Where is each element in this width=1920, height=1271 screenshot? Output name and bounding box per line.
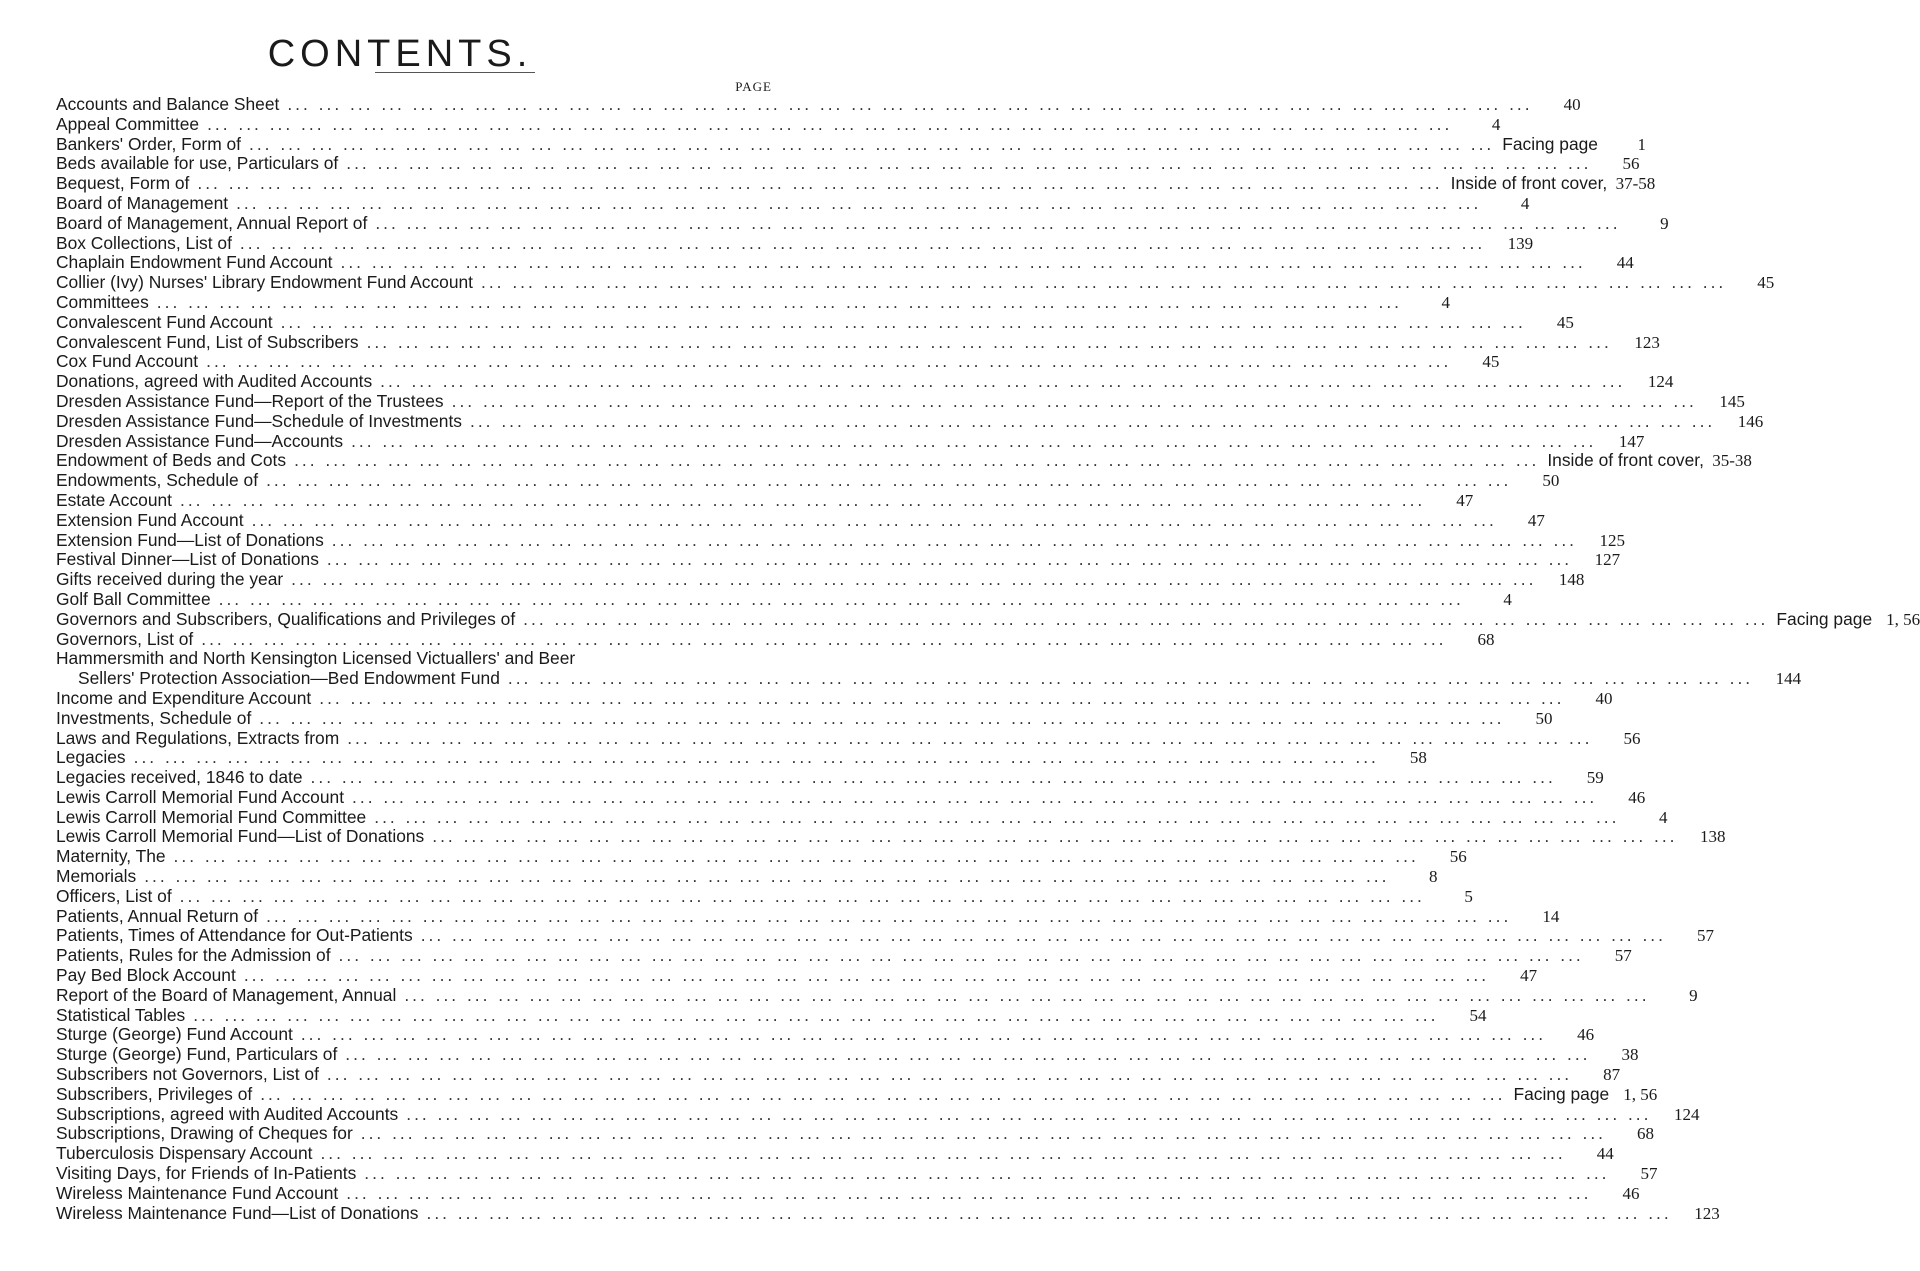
contents-entry bbox=[56, 113, 1501, 135]
leader-dots: ... ... ... ... ... ... ... ... ... ... ... ... ... ... ... ... ... ... ... ... ... ... ... ... ... ... ... ... ... ... ... ... ... ... ... ... ... ... ... ... bbox=[300, 1024, 1547, 1045]
leader-dots: ... ... ... ... ... ... ... ... ... ... ... ... ... ... ... ... ... ... ... ... ... ... ... ... ... ... ... ... ... ... ... ... ... ... ... ... ... ... ... ... bbox=[481, 272, 1727, 293]
entry-title: Estate Account bbox=[56, 489, 173, 510]
leader-dots: ... ... ... ... ... ... ... ... ... ... ... ... ... ... ... ... ... ... ... ... ... ... ... ... ... ... ... ... ... ... ... ... ... ... ... ... ... ... ... ... bbox=[326, 549, 1573, 570]
leader-dots: ... ... ... ... ... ... ... ... ... ... ... ... ... ... ... ... ... ... ... ... ... ... ... ... ... ... ... ... ... ... ... ... ... ... ... ... ... ... ... ... bbox=[294, 450, 1540, 471]
entry-title: Lewis Carroll Memorial Fund Account bbox=[56, 786, 345, 807]
entry-page-number: 57 bbox=[1614, 946, 1632, 966]
entry-page-number: 46 bbox=[1577, 1025, 1595, 1045]
entry-page-number: 47 bbox=[1520, 966, 1538, 986]
contents-entry bbox=[56, 509, 1545, 531]
leader-dots: ... ... ... ... ... ... ... ... ... ... ... ... ... ... ... ... ... ... ... ... ... ... ... ... ... ... ... ... ... ... ... ... ... ... ... ... ... ... ... ... bbox=[218, 588, 1464, 609]
entry-page-number: 5 bbox=[1464, 886, 1473, 906]
contents-entry bbox=[56, 1202, 1720, 1224]
entry-page-number: 138 bbox=[1700, 827, 1726, 847]
entry-title: Cox Fund Account bbox=[56, 351, 199, 372]
entry-page-number: 146 bbox=[1737, 411, 1764, 431]
entry-page-number: 56 bbox=[1449, 847, 1467, 867]
leader-dots: ... ... ... ... ... ... ... ... ... ... ... ... ... ... ... ... ... ... ... ... ... ... ... ... ... ... ... ... ... ... ... ... ... ... ... ... ... ... ... ... bbox=[280, 311, 1526, 332]
entry-note: Inside of front cover, bbox=[1450, 173, 1608, 194]
entry-page-number: 50 bbox=[1542, 471, 1560, 491]
leader-dots: ... ... ... ... ... ... ... ... ... ... ... ... ... ... ... ... ... ... ... ... ... ... ... ... ... ... ... ... ... ... ... ... ... ... ... ... ... ... ... ... bbox=[331, 529, 1578, 550]
contents-entry bbox=[56, 272, 1775, 293]
contents-entry bbox=[56, 430, 1645, 452]
entry-note: Inside of front cover, bbox=[1547, 450, 1704, 471]
entry-title: Governors and Subscribers, Qualifications and Privileges of bbox=[56, 608, 516, 629]
entry-title: Pay Bed Block Account bbox=[56, 965, 236, 986]
leader-dots: ... ... ... ... ... ... ... ... ... ... ... ... ... ... ... ... ... ... ... ... ... ... ... ... ... ... ... ... ... ... ... ... ... ... ... ... ... ... ... ... bbox=[179, 885, 1425, 906]
contents-entry bbox=[56, 628, 1495, 650]
entry-page-number: 40 bbox=[1595, 688, 1613, 708]
entry-page-number: 148 bbox=[1558, 570, 1585, 590]
entry-title: Lewis Carroll Memorial Fund Committee bbox=[56, 806, 367, 827]
contents-entry bbox=[56, 371, 1674, 392]
leader-dots: ... ... ... ... ... ... ... ... ... ... ... ... ... ... ... ... ... ... ... ... ... ... ... ... ... ... ... ... ... ... ... ... ... ... ... ... ... ... ... ... bbox=[251, 509, 1497, 530]
entry-page-number: 47 bbox=[1527, 510, 1545, 530]
entry-page-number: 40 bbox=[1563, 95, 1581, 114]
entry-page-number: 9 bbox=[1660, 213, 1669, 233]
entry-page-number: 44 bbox=[1596, 1144, 1614, 1164]
entry-title: Golf Ball Committee bbox=[56, 588, 211, 609]
entry-page-number: 9 bbox=[1689, 985, 1698, 1005]
contents-entry bbox=[56, 1083, 1658, 1105]
contents-entry bbox=[56, 965, 1538, 986]
entry-title: Statistical Tables bbox=[56, 1004, 186, 1025]
entry-page-number: 124 bbox=[1673, 1104, 1700, 1124]
contents-entry bbox=[56, 786, 1646, 808]
entry-title: Sellers' Protection Association—Bed Endowment Fund bbox=[78, 668, 500, 689]
contents-entry bbox=[56, 806, 1668, 828]
entry-page-number: 56 bbox=[1622, 154, 1640, 174]
entry-title: Bankers' Order, Form of bbox=[56, 133, 242, 154]
entry-page-number: 8 bbox=[1428, 867, 1438, 887]
leader-dots: ... ... ... ... ... ... ... ... ... ... ... ... ... ... ... ... ... ... ... ... ... ... ... ... ... ... ... ... ... ... ... ... ... ... ... ... ... ... ... ... bbox=[197, 173, 1443, 194]
contents-entry bbox=[56, 390, 1745, 412]
entry-page-number: 44 bbox=[1616, 253, 1634, 273]
leader-dots: ... ... ... ... ... ... ... ... ... ... ... ... ... ... ... ... ... ... ... ... ... ... ... ... ... ... ... ... ... ... ... ... ... ... ... ... ... ... ... ... bbox=[239, 232, 1486, 253]
contents-entry bbox=[56, 331, 1660, 353]
leader-dots: ... ... ... ... ... ... ... ... ... ... ... ... ... ... ... ... ... ... ... ... ... ... ... ... ... ... ... ... ... ... ... ... ... ... ... ... ... ... ... ... bbox=[243, 965, 1490, 986]
leader-dots: ... ... ... ... ... ... ... ... ... ... ... ... ... ... ... ... ... ... ... ... ... ... ... ... ... ... ... ... ... ... ... ... ... ... ... ... ... ... ... ... bbox=[236, 192, 1482, 213]
leader-dots: ... ... ... ... ... ... ... ... ... ... ... ... ... ... ... ... ... ... ... ... ... ... ... ... ... ... ... ... ... ... ... ... ... ... ... ... ... ... ... ... bbox=[207, 113, 1453, 134]
contents-entry bbox=[56, 549, 1621, 570]
leader-dots: ... ... ... ... ... ... ... ... ... ... ... ... ... ... ... ... ... ... ... ... ... ... ... ... ... ... ... ... ... ... ... ... ... ... ... ... ... ... ... ... bbox=[201, 628, 1447, 649]
entry-page-number: 144 bbox=[1775, 669, 1802, 689]
entry-page-number: 124 bbox=[1647, 372, 1674, 392]
entry-title: Sturge (George) Fund Account bbox=[56, 1024, 293, 1045]
contents-entry bbox=[56, 1163, 1658, 1184]
entry-page-number: 4 bbox=[1491, 114, 1501, 134]
contents-entry bbox=[56, 767, 1604, 788]
entry-title: Committees bbox=[56, 291, 149, 312]
entry-page-number: 145 bbox=[1719, 391, 1745, 411]
entry-title: Box Collections, List of bbox=[56, 232, 232, 253]
contents-entry bbox=[56, 450, 1752, 471]
entry-title: Extension Fund—List of Donations bbox=[56, 529, 324, 550]
contents-entry bbox=[56, 410, 1764, 432]
contents-entry bbox=[56, 846, 1467, 867]
entry-page-number: 68 bbox=[1637, 1124, 1655, 1144]
leader-dots: ... ... ... ... ... ... ... ... ... ... ... ... ... ... ... ... ... ... ... ... ... ... ... ... ... ... ... ... ... ... ... ... ... ... ... ... ... ... ... ... bbox=[338, 945, 1584, 966]
leader-dots: ... ... ... ... ... ... ... ... ... ... ... ... ... ... ... ... ... ... ... ... ... ... ... ... ... ... ... ... ... ... ... ... ... ... ... ... ... ... ... ... bbox=[310, 767, 1556, 788]
leader-dots: ... ... ... ... ... ... ... ... ... ... ... ... ... ... ... ... ... ... ... ... ... ... ... ... ... ... ... ... ... ... ... ... ... ... ... ... ... ... ... ... bbox=[470, 410, 1716, 431]
entry-page-number: 125 bbox=[1599, 530, 1626, 550]
leader-dots: ... ... ... ... ... ... ... ... ... ... ... ... ... ... ... ... ... ... ... ... ... ... ... ... ... ... ... ... ... ... ... ... ... ... ... ... ... ... ... ... bbox=[326, 1064, 1573, 1085]
contents-entry bbox=[56, 727, 1641, 749]
entry-title: Investments, Schedule of bbox=[56, 707, 252, 728]
entry-page-number: 45 bbox=[1757, 273, 1775, 293]
entry-title: Memorials bbox=[56, 866, 137, 887]
entry-title: Festival Dinner—List of Donations bbox=[56, 549, 319, 570]
entry-note: Facing page bbox=[1513, 1083, 1610, 1104]
contents-entry bbox=[56, 470, 1560, 491]
entry-title: Patients, Annual Return of bbox=[56, 905, 259, 926]
entry-page-number: 57 bbox=[1640, 1164, 1658, 1184]
entry-page-number: 123 bbox=[1634, 332, 1660, 352]
entry-title: Visiting Days, for Friends of In-Patients bbox=[56, 1163, 357, 1184]
entry-title: Chaplain Endowment Fund Account bbox=[56, 252, 333, 273]
leader-dots: ... ... ... ... ... ... ... ... ... ... ... ... ... ... ... ... ... ... ... ... ... ... ... ... ... ... ... ... ... ... ... ... ... ... ... ... ... ... ... ... bbox=[193, 1004, 1439, 1025]
entry-page-number: 139 bbox=[1507, 233, 1534, 253]
entry-page-number: 1, 56 bbox=[1886, 609, 1920, 629]
entry-title: Lewis Carroll Memorial Fund—List of Donations bbox=[56, 826, 425, 847]
leader-dots: ... ... ... ... ... ... ... ... ... ... ... ... ... ... ... ... ... ... ... ... ... ... ... ... ... ... ... ... ... ... ... ... ... ... ... ... ... ... ... ... bbox=[340, 252, 1586, 273]
leader-dots: ... ... ... ... ... ... ... ... ... ... ... ... ... ... ... ... ... ... ... ... ... ... ... ... ... ... ... ... ... ... ... ... ... ... ... ... ... ... ... ... bbox=[266, 905, 1512, 926]
leader-dots: ... ... ... ... ... ... ... ... ... ... ... ... ... ... ... ... ... ... ... ... ... ... ... ... ... ... ... ... ... ... ... ... ... ... ... ... ... ... ... ... bbox=[346, 1182, 1592, 1203]
entry-title: Dresden Assistance Fund—Accounts bbox=[56, 430, 344, 451]
leader-dots: ... ... ... ... ... ... ... ... ... ... ... ... ... ... ... ... ... ... ... ... ... ... ... ... ... ... ... ... ... ... ... ... ... ... ... ... ... ... ... ... bbox=[346, 153, 1592, 174]
entry-page-number: 45 bbox=[1482, 352, 1500, 372]
leader-dots: ... ... ... ... ... ... ... ... ... ... ... ... ... ... ... ... ... ... ... ... ... ... ... ... ... ... ... ... ... ... ... ... ... ... ... ... ... ... ... ... bbox=[133, 747, 1379, 768]
entry-page-number: 87 bbox=[1603, 1065, 1621, 1085]
contents-entry bbox=[56, 588, 1512, 610]
title-divider bbox=[375, 72, 535, 73]
contents-entry bbox=[56, 649, 776, 669]
contents-entry bbox=[56, 489, 1474, 511]
contents-entry bbox=[56, 885, 1473, 907]
leader-dots: ... ... ... ... ... ... ... ... ... ... ... ... ... ... ... ... ... ... ... ... ... ... ... ... ... ... ... ... ... ... ... ... ... ... ... ... ... ... ... ... bbox=[360, 1123, 1607, 1144]
entry-page-number: 46 bbox=[1628, 787, 1646, 807]
entry-title: Convalescent Fund Account bbox=[56, 311, 273, 332]
entry-page-number: 35-38 bbox=[1712, 451, 1752, 471]
contents-entry bbox=[56, 1024, 1595, 1045]
entry-note: Facing page bbox=[1502, 133, 1598, 154]
leader-dots: ... ... ... ... ... ... ... ... ... ... ... ... ... ... ... ... ... ... ... ... ... ... ... ... ... ... ... ... ... ... ... ... ... ... ... ... ... ... ... ... bbox=[426, 1202, 1672, 1223]
contents-entry bbox=[56, 232, 1534, 254]
contents-entry bbox=[56, 826, 1726, 847]
entry-title: Governors, List of bbox=[56, 628, 194, 649]
leader-dots: ... ... ... ... ... ... ... ... ... ... ... ... ... ... ... ... ... ... ... ... ... ... ... ... ... ... ... ... ... ... ... ... ... ... ... ... ... ... ... ... bbox=[366, 331, 1612, 352]
contents-entry bbox=[56, 925, 1714, 946]
entry-title: Board of Management bbox=[56, 192, 229, 213]
entry-title: Legacies received, 1846 to date bbox=[56, 767, 303, 788]
contents-entry bbox=[56, 687, 1613, 709]
entry-title: Legacies bbox=[56, 747, 126, 768]
contents-entry bbox=[56, 192, 1530, 214]
leader-dots: ... ... ... ... ... ... ... ... ... ... ... ... ... ... ... ... ... ... ... ... ... ... ... ... ... ... ... ... ... ... ... ... ... ... ... ... ... ... ... ... bbox=[380, 371, 1626, 392]
entry-title: Maternity, The bbox=[56, 846, 166, 867]
entry-title: Tuberculosis Dispensary Account bbox=[56, 1143, 313, 1164]
entry-page-number: 54 bbox=[1469, 1005, 1487, 1025]
contents-entry bbox=[56, 133, 1646, 155]
leader-dots: ... ... ... ... ... ... ... ... ... ... ... ... ... ... ... ... ... ... ... ... ... ... ... ... ... ... ... ... ... ... ... ... ... ... ... ... ... ... ... ... bbox=[266, 470, 1512, 491]
entry-title: Appeal Committee bbox=[56, 113, 200, 134]
entry-title: Beds available for use, Particulars of bbox=[56, 153, 339, 174]
page-column-header: PAGE bbox=[735, 79, 772, 94]
entry-page-number: 47 bbox=[1456, 490, 1474, 510]
leader-dots: ... ... ... ... ... ... ... ... ... ... ... ... ... ... ... ... ... ... ... ... ... ... ... ... ... ... ... ... ... ... ... ... ... ... ... ... ... ... ... ... bbox=[352, 786, 1598, 807]
leader-dots: ... ... ... ... ... ... ... ... ... ... ... ... ... ... ... ... ... ... ... ... ... ... ... ... ... ... ... ... ... ... ... ... ... ... ... ... ... ... ... ... bbox=[523, 608, 1769, 629]
entry-title: Gifts received during the year bbox=[56, 569, 284, 590]
entry-note: Facing page bbox=[1776, 608, 1873, 629]
entry-title: Income and Expenditure Account bbox=[56, 687, 312, 708]
entry-page-number: 38 bbox=[1621, 1045, 1639, 1065]
entry-title: Board of Management, Annual Report of bbox=[56, 212, 368, 233]
entry-page-number: 45 bbox=[1556, 312, 1574, 332]
entry-page-number: 1 bbox=[1637, 134, 1646, 154]
contents-entry bbox=[56, 252, 1634, 273]
leader-dots: ... ... ... ... ... ... ... ... ... ... ... ... ... ... ... ... ... ... ... ... ... ... ... ... ... ... ... ... ... ... ... ... ... ... ... ... ... ... ... ... bbox=[345, 1044, 1591, 1065]
leader-dots: ... ... ... ... ... ... ... ... ... ... ... ... ... ... ... ... ... ... ... ... ... ... ... ... ... ... ... ... ... ... ... ... ... ... ... ... ... ... ... ... bbox=[451, 390, 1697, 411]
leader-dots: ... ... ... ... ... ... ... ... ... ... ... ... ... ... ... ... ... ... ... ... ... ... ... ... ... ... ... ... ... ... ... ... ... ... ... ... ... ... ... ... bbox=[287, 94, 1533, 114]
leader-dots: ... ... ... ... ... ... ... ... ... ... ... ... ... ... ... ... ... ... ... ... ... ... ... ... ... ... ... ... ... ... ... ... ... ... ... ... ... ... ... ... bbox=[375, 212, 1621, 233]
entry-title: Subscriptions, Drawing of Cheques for bbox=[56, 1123, 353, 1144]
contents-entry bbox=[56, 212, 1669, 234]
entry-title: Report of the Board of Management, Annual bbox=[56, 984, 397, 1005]
leader-dots: ... ... ... ... ... ... ... ... ... ... ... ... ... ... ... ... ... ... ... ... ... ... ... ... ... ... ... ... ... ... ... ... ... ... ... ... ... ... ... ... bbox=[259, 707, 1505, 728]
leader-dots: ... ... ... ... ... ... ... ... ... ... ... ... ... ... ... ... ... ... ... ... ... ... ... ... ... ... ... ... ... ... ... ... ... ... ... ... ... ... ... ... bbox=[347, 727, 1593, 748]
contents-entry bbox=[56, 905, 1560, 927]
entry-title: Hammersmith and North Kensington Licensed Victuallers' and Beer bbox=[56, 648, 576, 669]
contents-entry bbox=[56, 1143, 1614, 1164]
entry-title: Bequest, Form of bbox=[56, 173, 190, 194]
entry-page-number: 4 bbox=[1520, 193, 1530, 213]
leader-dots: ... ... ... ... ... ... ... ... ... ... ... ... ... ... ... ... ... ... ... ... ... ... ... ... ... ... ... ... ... ... ... ... ... ... ... ... ... ... ... ... bbox=[507, 668, 1754, 689]
leader-dots: ... ... ... ... ... ... ... ... ... ... ... ... ... ... ... ... ... ... ... ... ... ... ... ... ... ... ... ... ... ... ... ... ... ... ... ... ... ... ... ... bbox=[206, 351, 1452, 372]
contents-entry bbox=[56, 668, 1802, 689]
entry-page-number: 4 bbox=[1441, 292, 1451, 312]
leader-dots: ... ... ... ... ... ... ... ... ... ... ... ... ... ... ... ... ... ... ... ... ... ... ... ... ... ... ... ... ... ... ... ... ... ... ... ... ... ... ... ... bbox=[364, 1163, 1610, 1184]
entry-page-number: 123 bbox=[1694, 1203, 1720, 1223]
leader-dots: ... ... ... ... ... ... ... ... ... ... ... ... ... ... ... ... ... ... ... ... ... ... ... ... ... ... ... ... ... ... ... ... ... ... ... ... ... ... ... ... bbox=[249, 133, 1495, 154]
leader-dots: ... ... ... ... ... ... ... ... ... ... ... ... ... ... ... ... ... ... ... ... ... ... ... ... ... ... ... ... ... ... ... ... ... ... ... ... ... ... ... ... bbox=[319, 687, 1565, 708]
entry-title: Subscribers not Governors, List of bbox=[56, 1064, 319, 1085]
contents-entry bbox=[56, 569, 1585, 590]
leader-dots: ... ... ... ... ... ... ... ... ... ... ... ... ... ... ... ... ... ... ... ... ... ... ... ... ... ... ... ... ... ... ... ... ... ... ... ... ... ... ... ... bbox=[260, 1083, 1506, 1104]
contents-entry bbox=[56, 1103, 1700, 1125]
entry-title: Extension Fund Account bbox=[56, 509, 244, 530]
page-title: CONTENTS. bbox=[267, 33, 533, 76]
entry-page-number: 14 bbox=[1542, 906, 1560, 926]
entry-page-number: 57 bbox=[1696, 926, 1714, 946]
entry-page-number: 4 bbox=[1503, 589, 1512, 609]
leader-dots: ... ... ... ... ... ... ... ... ... ... ... ... ... ... ... ... ... ... ... ... ... ... ... ... ... ... ... ... ... ... ... ... ... ... ... ... ... ... ... ... bbox=[406, 1103, 1652, 1124]
entry-page-number: 37-58 bbox=[1615, 174, 1656, 194]
leader-dots: ... ... ... ... ... ... ... ... ... ... ... ... ... ... ... ... ... ... ... ... ... ... ... ... ... ... ... ... ... ... ... ... ... ... ... ... ... ... ... ... bbox=[320, 1143, 1566, 1164]
entry-page-number: 50 bbox=[1535, 708, 1553, 728]
leader-dots: ... ... ... ... ... ... ... ... ... ... ... ... ... ... ... ... ... ... ... ... ... ... ... ... ... ... ... ... ... ... ... ... ... ... ... ... ... ... ... ... bbox=[291, 569, 1537, 590]
entry-title: Subscribers, Privileges of bbox=[56, 1083, 253, 1104]
entry-page-number: 46 bbox=[1622, 1183, 1640, 1203]
entry-title: Laws and Regulations, Extracts from bbox=[56, 727, 340, 748]
contents-entry bbox=[56, 94, 1581, 115]
contents-entry bbox=[56, 866, 1438, 887]
entry-title: Patients, Rules for the Admission of bbox=[56, 945, 331, 966]
entry-title: Patients, Times of Attendance for Out-Patients bbox=[56, 925, 413, 946]
leader-dots: ... ... ... ... ... ... ... ... ... ... ... ... ... ... ... ... ... ... ... ... ... ... ... ... ... ... ... ... ... ... ... ... ... ... ... ... ... ... ... ... bbox=[432, 826, 1678, 847]
entry-title: Subscriptions, agreed with Audited Accounts bbox=[56, 1103, 399, 1124]
entry-title: Convalescent Fund, List of Subscribers bbox=[56, 331, 359, 352]
contents-entry bbox=[56, 1064, 1621, 1085]
contents-entry bbox=[56, 529, 1626, 551]
contents-entry bbox=[56, 173, 1656, 194]
leader-dots: ... ... ... ... ... ... ... ... ... ... ... ... ... ... ... ... ... ... ... ... ... ... ... ... ... ... ... ... ... ... ... ... ... ... ... ... ... ... ... ... bbox=[156, 291, 1403, 312]
entry-page-number: 58 bbox=[1409, 748, 1427, 768]
contents-list bbox=[56, 94, 1920, 1223]
leader-dots: ... ... ... ... ... ... ... ... ... ... ... ... ... ... ... ... ... ... ... ... ... ... ... ... ... ... ... ... ... ... ... ... ... ... ... ... ... ... ... ... bbox=[173, 846, 1419, 867]
contents-entry bbox=[56, 984, 1698, 1006]
entry-page-number: 56 bbox=[1623, 728, 1641, 748]
contents-entry bbox=[56, 608, 1920, 630]
entry-page-number: 1, 56 bbox=[1623, 1084, 1658, 1104]
contents-entry bbox=[56, 1123, 1655, 1144]
entry-title: Endowment of Beds and Cots bbox=[56, 450, 287, 471]
leader-dots: ... ... ... ... ... ... ... ... ... ... ... ... ... ... ... ... ... ... ... ... ... ... ... ... ... ... ... ... ... ... ... ... ... ... ... ... ... ... ... ... bbox=[374, 806, 1620, 827]
entry-page-number: 4 bbox=[1658, 807, 1668, 827]
entry-title: Endowments, Schedule of bbox=[56, 470, 259, 491]
leader-dots: ... ... ... ... ... ... ... ... ... ... ... ... ... ... ... ... ... ... ... ... ... ... ... ... ... ... ... ... ... ... ... ... ... ... ... ... ... ... ... ... bbox=[404, 984, 1650, 1005]
leader-dots: ... ... ... ... ... ... ... ... ... ... ... ... ... ... ... ... ... ... ... ... ... ... ... ... ... ... ... ... ... ... ... ... ... ... ... ... ... ... ... ... bbox=[180, 489, 1426, 510]
contents-entry bbox=[56, 153, 1640, 174]
contents-entry bbox=[56, 945, 1632, 966]
contents-entry bbox=[56, 291, 1451, 313]
contents-entry bbox=[56, 1004, 1487, 1026]
entry-title: Wireless Maintenance Fund—List of Donations bbox=[56, 1202, 419, 1223]
entry-page-number: 147 bbox=[1618, 431, 1645, 451]
entry-page-number: 127 bbox=[1594, 550, 1621, 570]
entry-page-number: 68 bbox=[1477, 629, 1495, 649]
entry-title: Wireless Maintenance Fund Account bbox=[56, 1182, 339, 1203]
entry-title: Dresden Assistance Fund—Report of the Trustees bbox=[56, 390, 444, 411]
leader-dots: ... ... ... ... ... ... ... ... ... ... ... ... ... ... ... ... ... ... ... ... ... ... ... ... ... ... ... ... ... ... ... ... ... ... ... ... ... ... ... ... bbox=[144, 866, 1390, 887]
contents-entry bbox=[56, 351, 1500, 372]
leader-dots: ... ... ... ... ... ... ... ... ... ... ... ... ... ... ... ... ... ... ... ... ... ... ... ... ... ... ... ... ... ... ... ... ... ... ... ... ... ... ... ... bbox=[351, 430, 1597, 451]
entry-title: Donations, agreed with Audited Accounts bbox=[56, 371, 373, 392]
contents-entry bbox=[56, 1182, 1640, 1204]
contents-entry bbox=[56, 1044, 1639, 1065]
leader-dots: ... ... ... ... ... ... ... ... ... ... ... ... ... ... ... ... ... ... ... ... ... ... ... ... ... ... ... ... ... ... ... ... ... ... ... ... ... ... ... ... bbox=[420, 925, 1666, 946]
entry-title: Officers, List of bbox=[56, 885, 172, 906]
entry-title: Accounts and Balance Sheet bbox=[56, 94, 280, 114]
entry-title: Dresden Assistance Fund—Schedule of Investments bbox=[56, 410, 462, 431]
contents-entry bbox=[56, 311, 1574, 333]
contents-entry bbox=[56, 707, 1553, 729]
entry-title: Sturge (George) Fund, Particulars of bbox=[56, 1044, 338, 1065]
entry-page-number: 59 bbox=[1586, 768, 1604, 788]
entry-title: Collier (Ivy) Nurses' Library Endowment Fund Account bbox=[56, 272, 473, 293]
contents-entry bbox=[56, 747, 1427, 768]
